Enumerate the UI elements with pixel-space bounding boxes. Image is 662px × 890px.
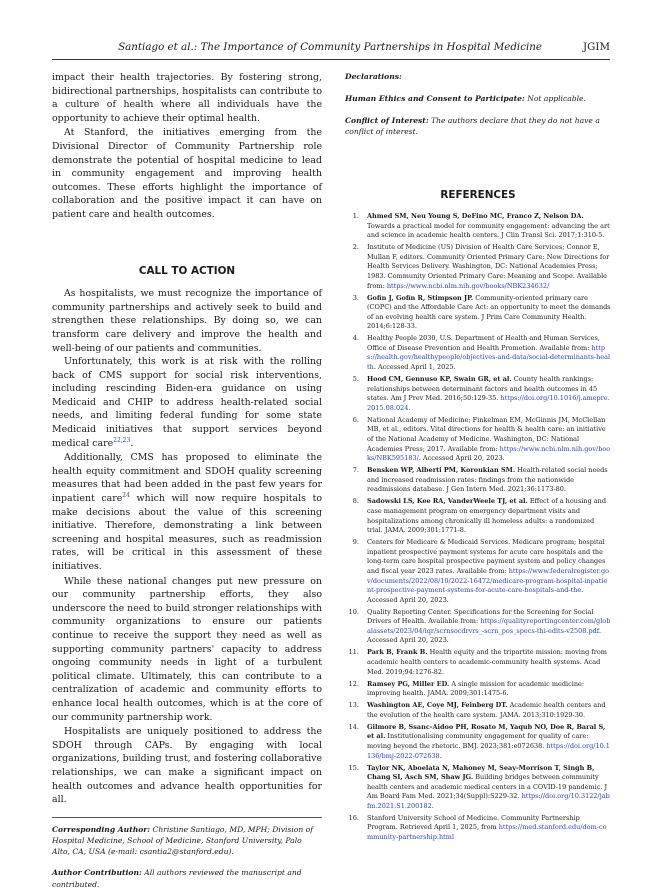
paragraph-text: Unfortunately, this work is at risk with the rolling back of CMS support for social risk interventions, including rescinding Biden-era guidance on using Medicaid and CHIP to address health-related social needs, and limiting federal funding for some state Medicaid initiatives that support services beyond medical care bbox=[52, 356, 322, 449]
references-list bbox=[345, 212, 611, 843]
paragraph: impact their health trajectories. By fostering strong, bidirectional partnerships, hospitalists can contribute to a culture of health where all individuals have the opportunity to achieve their optimal health. bbox=[52, 72, 322, 124]
ethics-statement bbox=[345, 93, 611, 104]
reference-number: 14. bbox=[348, 722, 359, 731]
reference-item bbox=[345, 608, 611, 646]
reference-link[interactable]: https://www.ncbi.nlm.nih.gov/books/NBK595183/ bbox=[367, 444, 611, 463]
reference-item bbox=[345, 212, 611, 241]
reference-link[interactable]: https://www.ncbi.nlm.nih.gov/books/NBK234632/ bbox=[386, 281, 550, 290]
reference-number: 2. bbox=[352, 243, 359, 252]
reference-text: Institute of Medicine (US) Division of Health Care Services; Connor E, Mullan F, editors. Community Oriented Primary Care: New Directions for Health Services Delivery. Washington, DC: National Academies Press; 1983. Community Oriented Primary Care: Meaning and Scope. Available from: bbox=[367, 243, 610, 290]
reference-text: National Academy of Medicine; Finkelman EM, McGinnis JM, McClellan MB, et al., editors. Vital directions for health & health care: an initiative of the National Academy of Medicine. Washington, DC: National Academies Press; 2017. Available from: bbox=[367, 415, 606, 453]
reference-text: Health-related social needs and increased readmission rates: findings from the nationwide readmissions database. J Gen Intern Med. 2021;36:1173-80. bbox=[367, 466, 608, 494]
reference-text: Healthy People 2030, U.S. Department of Health and Human Services, Office of Disease Prevention and Health Promotion. Available from: bbox=[367, 334, 600, 352]
reference-number: 15. bbox=[348, 763, 359, 772]
paragraph: Hospitalists are uniquely positioned to address the SDOH through CAPs. By engaging with local organizations, building trust, and fostering collaborative relationships, we can make a significant impact on health outcomes and advance health opportunities for all. bbox=[52, 726, 322, 806]
running-title: Santiago et al.: The Importance of Community Partnerships in Hospital Medicine bbox=[118, 41, 542, 53]
paragraph-text: Additionally, CMS has proposed to eliminate the health equity commitment and SDOH quality screening measures that had been added in the past few years for inpatient care bbox=[52, 452, 322, 505]
paragraph-text: which will now require hospitals to make decisions about the value of this screening initiative. Therefore, demonstrating a link between screening and hospital measures, such as readmission rates, will be critical in this assessment of these initiatives. bbox=[52, 493, 322, 572]
reference-item bbox=[345, 648, 611, 677]
reference-item bbox=[345, 294, 611, 332]
paragraph: While these national changes put new pressure on our community partnership efforts, they also underscore the need to build stronger relationships with community organizations to ensure our patients continue to receive the support they need as well as supporting community partners' capacity to address ongoing community needs in light of a turbulent political climate. Ultimately, this can contribute to a centralization of academic and community efforts to enhance local health outcomes, which is at the core of our community partnership work. bbox=[52, 575, 322, 723]
reference-text: . bbox=[439, 751, 442, 760]
reference-authors: Ahmed SM, Neu Young S, DeFino MC, Franco Z, Nelson DA. bbox=[367, 212, 584, 220]
ethics-label: Human Ethics and Consent to Participate: bbox=[345, 94, 525, 103]
reference-authors: Hood CM, Gennuso KP, Swain GR, et al. bbox=[367, 375, 512, 384]
reference-link[interactable]: https://qualityreportingcenter.com/globalassets/2023/04/iqr/scrnsocdrvrs_-scrn_pos_specs-thi-edits-v2508.pdf bbox=[367, 617, 611, 635]
reference-text: . Accessed April 20, 2023. bbox=[367, 626, 602, 645]
reference-number: 3. bbox=[352, 293, 359, 302]
reference-number: 5. bbox=[352, 375, 359, 384]
reference-number: 10. bbox=[348, 607, 359, 616]
reference-authors: Bensken WP, Alberti PM, Koroukian SM. bbox=[367, 466, 516, 475]
reference-item bbox=[345, 680, 611, 699]
reference-number: 1. bbox=[352, 212, 359, 220]
reference-link[interactable]: https://doi.org/10.1016/j.amepre.2015.08.024 bbox=[367, 394, 610, 412]
reference-number: 7. bbox=[352, 466, 359, 475]
reference-text: . Accessed April 20, 2023. bbox=[367, 586, 584, 604]
reference-text: . bbox=[431, 801, 434, 810]
reference-number: 11. bbox=[348, 648, 359, 657]
reference-item bbox=[345, 334, 611, 372]
reference-item bbox=[345, 723, 611, 761]
paragraph bbox=[52, 355, 322, 450]
reference-text: A single mission for academic medicine: improving health. JAMA. 2009;301:1475-6. bbox=[367, 679, 585, 698]
reference-text: Building bridges between community health centers and academic medical centers in a COVID-19 pandemic. J Am Board Fam Med. 2021;34(Suppl):S229-32. bbox=[367, 773, 608, 801]
reference-item bbox=[345, 764, 611, 812]
reference-item bbox=[345, 416, 611, 464]
left-column bbox=[52, 71, 322, 890]
ethics-text: Not applicable. bbox=[524, 94, 586, 103]
reference-authors: Ramsey PG, Miller ED. bbox=[367, 679, 450, 688]
conflict-statement bbox=[345, 115, 611, 137]
reference-authors: Gofin J, Gofin R, Stimpson JP. bbox=[367, 293, 474, 302]
reference-text: Effect of a housing and case management program on emergency department visits and hospitalizations among chronically ill homeless adults: a randomized trial. JAMA. 2009;301:1771-8. bbox=[367, 497, 607, 535]
reference-text: Health equity and the tripartite mission: moving from academic health centers to academic-community health systems. Acad Med. 2019;94:1276-82. bbox=[367, 648, 607, 676]
corresponding-author-note bbox=[52, 824, 322, 858]
reference-text: . Accessed April 1, 2025. bbox=[373, 363, 456, 372]
reference-number: 6. bbox=[352, 415, 359, 424]
footnote-label: Author Contribution: bbox=[52, 868, 142, 878]
declarations-title: Declarations: bbox=[345, 72, 402, 81]
reference-authors: Washington AE, Coye MJ, Feinberg DT. bbox=[367, 701, 508, 710]
reference-number: 13. bbox=[348, 701, 359, 710]
reference-item bbox=[345, 497, 611, 535]
reference-text: Institutionalising community engagement for quality of care: moving beyond the rhetoric. BMJ. 2023;381:e072638. bbox=[367, 732, 589, 750]
header-rule bbox=[52, 59, 610, 60]
reference-authors: Gilmore B, Ssanc-Aidoo PH, Rosato M, Yaqub NO, Doe R, Baral S, et al. bbox=[367, 722, 606, 741]
journal-name: JGIM bbox=[583, 41, 610, 53]
reference-item bbox=[345, 466, 611, 495]
reference-item bbox=[345, 814, 611, 843]
reference-item bbox=[345, 701, 611, 720]
footnote-text: Christine Santiago, MD, MPH; Division of Hospital Medicine, School of Medicine, Stanford University, Palo Alto, CA, USA (e-mail: csantia2@stanford.edu). bbox=[52, 824, 314, 857]
reference-text: Towards a practical model for community engagement: advancing the art and science in academic health centers. J Clin Transl Sci. 2017;1:310-5. bbox=[367, 221, 610, 240]
reference-link[interactable]: https://med.stanford.edu/dom-community-partnership.html bbox=[367, 823, 607, 842]
reference-text: Stanford University School of Medicine. Community Partnership Program. Retrieved April 1, 2025, from bbox=[367, 813, 580, 832]
section-heading: CALL TO ACTION bbox=[138, 264, 236, 277]
reference-item bbox=[345, 538, 611, 605]
reference-text: . Accessed April 20, 2023. bbox=[418, 454, 505, 463]
paragraph: At Stanford, the initiatives emerging from the Divisional Director of Community Partnership role demonstrate the potential of hospital medicine to lead in community engagement and improving health outcomes. These efforts highlight the importance of collaboration and the positive impact it can have on patient care and health outcomes. bbox=[52, 127, 322, 220]
footnote-rule bbox=[52, 817, 322, 818]
reference-link[interactable]: https://doi.org/10.1136/bmj-2022-072638 bbox=[367, 741, 610, 760]
reference-text: Community-oriented primary care (COPC) and the Affordable Care Act: an opportunity to meet the demands of an evolving health care system. J Prim Care Community Health. 2014;6:128-33. bbox=[367, 293, 611, 331]
coi-text: The authors declare that they do not have a conflict of interest. bbox=[345, 116, 600, 136]
reference-text: County health rankings: relationships between determinant factors and health outcomes in 45 states. Am J Prev Med. 2016;50:129-35. bbox=[367, 375, 598, 403]
reference-link[interactable]: https://health.gov/healthypeople/objectives-and-data/social-determinants-health bbox=[367, 343, 611, 372]
reference-authors: Sadowski LS, Kee RA, VanderWeele TJ, et al. bbox=[367, 497, 528, 506]
reference-link[interactable]: https://www.federalregister.gov/documents/2022/08/10/2022-16472/medicare-program-hospital-inpatient-prospective-payment-systems-for-acute-care-hospitals-and-the bbox=[367, 566, 610, 595]
paragraph: As hospitalists, we must recognize the importance of community partnerships and actively seek to build and strengthen these relationships. By doing so, we can transform care delivery and improve the health and well-being of our patients and communities. bbox=[52, 288, 322, 354]
reference-authors: Park B, Frank B. bbox=[367, 648, 428, 657]
references-heading: REFERENCES bbox=[440, 189, 516, 201]
reference-number: 9. bbox=[352, 538, 359, 547]
reference-number: 12. bbox=[348, 679, 359, 688]
declarations-heading bbox=[345, 71, 611, 82]
right-column bbox=[345, 71, 611, 845]
reference-number: 8. bbox=[352, 497, 359, 506]
reference-link[interactable]: https://doi.org/10.3122/jabfm.2021.S1.200182 bbox=[367, 792, 610, 810]
reference-text: Academic health centers and the evolution of the health care system. JAMA. 2013;310:1929-30. bbox=[367, 701, 606, 719]
reference-text: Centers for Medicare & Medicaid Services. Medicare program; hospital inpatient prospective payment systems for acute care hospitals and the long-term care hospital prospective payment system and policy changes and fiscal year 2023 rates. Available from: bbox=[367, 538, 606, 575]
reference-number: 16. bbox=[348, 813, 359, 822]
reference-number: 4. bbox=[352, 334, 359, 343]
footnote-text: All authors reviewed the manuscript and contributed. bbox=[52, 868, 302, 889]
reference-text: . bbox=[408, 403, 411, 412]
running-header bbox=[52, 40, 610, 56]
footnote-label: Corresponding Author: bbox=[52, 824, 151, 834]
citation-link[interactable]: 24 bbox=[122, 491, 130, 499]
reference-authors: Taylor NK, Aboelata N, Mahoney M, Seay-Morrison T, Singh B, Chang SI, Asch SM, Shaw JG. bbox=[367, 763, 595, 782]
paragraph bbox=[52, 451, 322, 573]
reference-item bbox=[345, 375, 611, 413]
citation-link[interactable]: 22,23 bbox=[113, 436, 131, 444]
paragraph-text: . bbox=[130, 437, 134, 449]
reference-text: Quality Reporting Center. Specifications for the Screening for Social Drivers of Health. Available from: bbox=[367, 607, 594, 626]
reference-item bbox=[345, 243, 611, 291]
coi-label: Conflict of Interest: bbox=[345, 116, 429, 125]
